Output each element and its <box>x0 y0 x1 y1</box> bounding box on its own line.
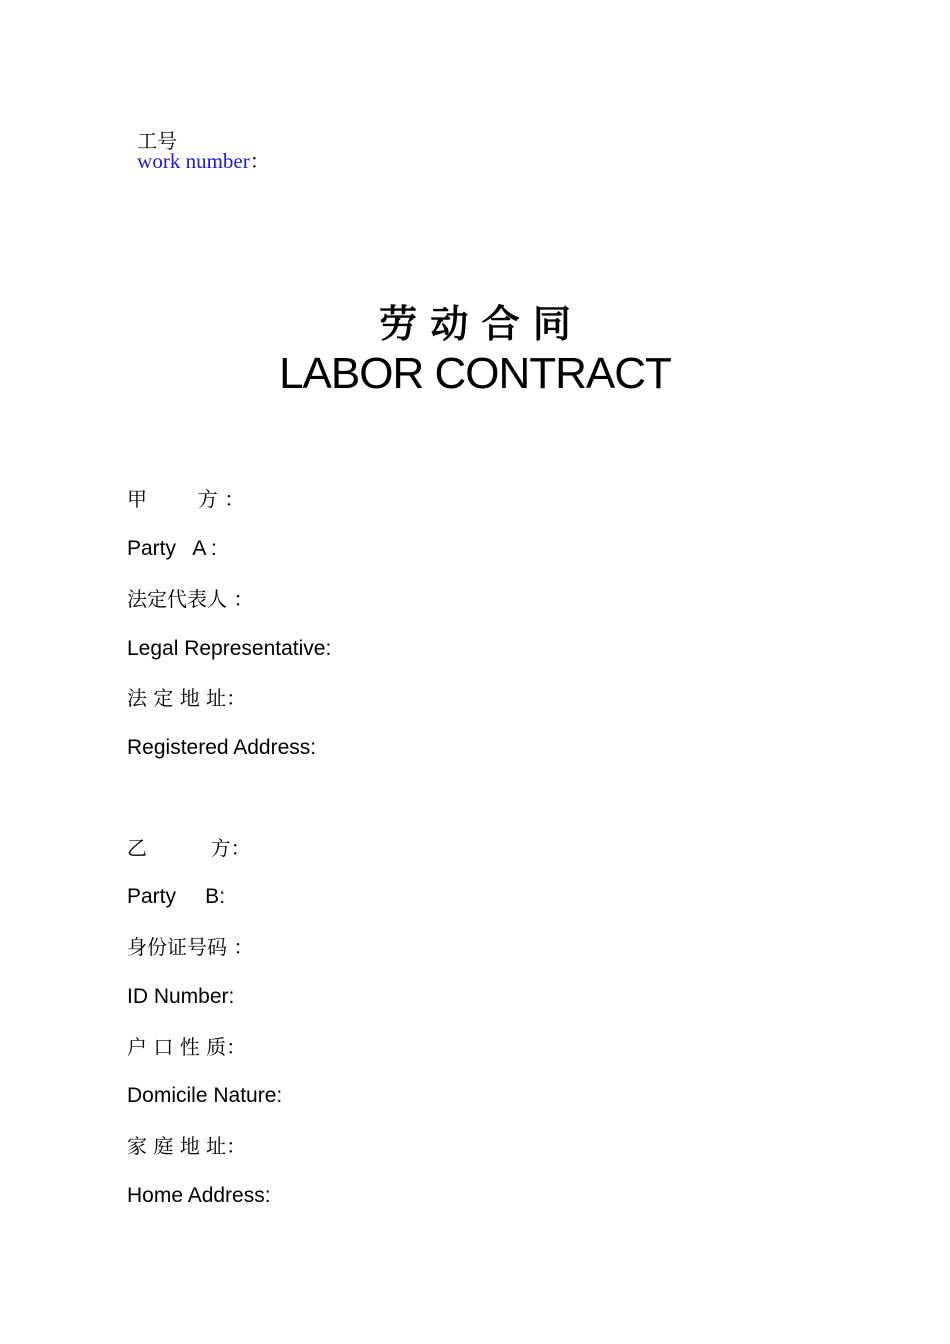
domicile-nature-label-en: Domicile Nature: <box>127 1084 283 1107</box>
legal-representative-label-cn: 法定代表人 ： <box>127 587 254 611</box>
party-b-label-en: Party B: <box>127 885 226 908</box>
party-b-label-cn: 乙 方： <box>127 836 251 860</box>
title-chinese: 劳 动 合 同 <box>379 302 571 346</box>
legal-representative-label-en: Legal Representative: <box>127 637 332 660</box>
id-number-label-cn: 身份证号码 ： <box>127 935 254 959</box>
domicile-nature-label-cn: 户 口 性 质： <box>127 1035 247 1059</box>
registered-address-label-cn: 法 定 地 址： <box>127 686 247 710</box>
work-number-label-cn: 工号 <box>137 129 178 153</box>
id-number-label-en: ID Number: <box>127 985 235 1008</box>
home-address-label-en: Home Address: <box>127 1184 271 1207</box>
home-address-label-cn: 家 庭 地 址： <box>127 1134 247 1158</box>
work-number-colon: ： <box>249 149 270 173</box>
title-english: LABOR CONTRACT <box>279 349 671 398</box>
work-number-label-en: work number <box>137 149 250 173</box>
work-number-line <box>127 115 270 172</box>
party-a-label-cn: 甲 方 ： <box>127 487 245 511</box>
registered-address-label-en: Registered Address: <box>127 736 317 759</box>
party-a-label-en: Party A : <box>127 537 217 560</box>
